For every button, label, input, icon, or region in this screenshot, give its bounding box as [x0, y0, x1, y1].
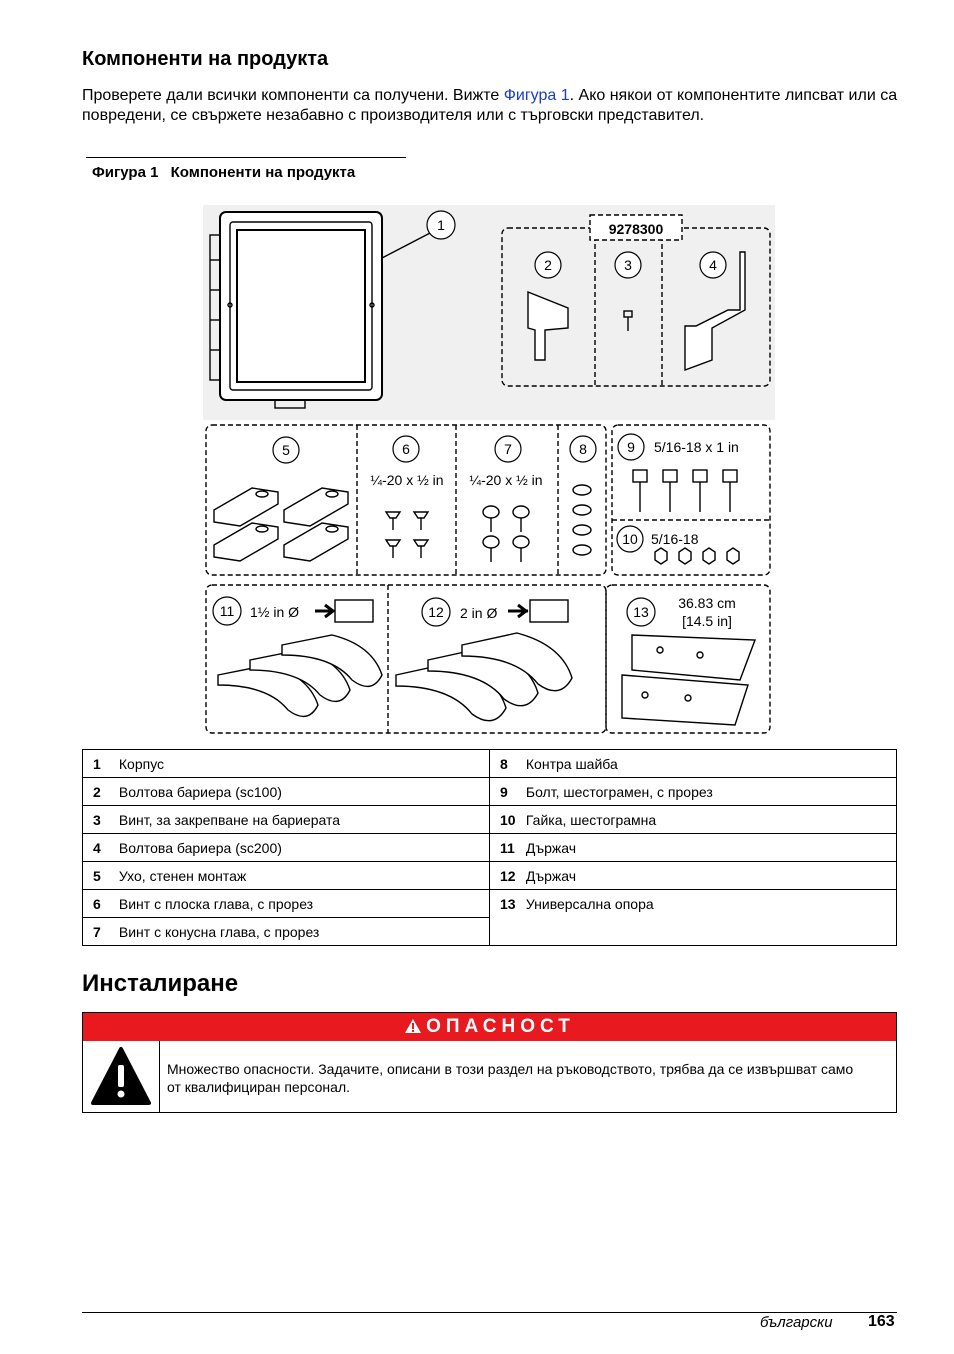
danger-notice: [82, 1012, 897, 1113]
table-cell: [83, 834, 490, 862]
danger-icon-cell: [83, 1041, 160, 1112]
size-label-11: 1½ in Ø: [250, 604, 300, 620]
callout-6: 6: [402, 441, 410, 457]
callout-12: 12: [428, 604, 444, 620]
table-cell: [83, 918, 490, 946]
table-cell: [490, 806, 897, 834]
part-name: Универсална опора: [525, 896, 654, 912]
part-number: 1: [93, 755, 101, 772]
callout-8: 8: [579, 441, 587, 457]
part-number: 12: [500, 867, 516, 884]
intro-text-after: . Ако някои от компонентите липсват или са повредени, се свържете незабавно с производителя или с търговски представител.: [82, 87, 898, 124]
part-number: 11: [500, 839, 515, 856]
table-cell: [490, 890, 897, 946]
table-row: [83, 890, 897, 918]
danger-header: [83, 1013, 896, 1041]
part-name: Волтова бариера (sc100): [118, 783, 282, 800]
part-number: 13: [500, 896, 516, 912]
figure-caption-number: Фигура 1: [92, 164, 159, 181]
callout-9: 9: [627, 439, 635, 455]
callout-1: 1: [437, 217, 445, 233]
part-name: Гайка, шестограмна: [525, 811, 657, 828]
intro-text-before: Проверете дали всички компоненти са получени. Вижте: [82, 87, 504, 104]
part-name: Корпус: [118, 755, 165, 772]
part-name: Ухо, стенен монтаж: [118, 867, 247, 884]
danger-title: ОПАСНОСТ: [426, 1016, 575, 1037]
warning-triangle-icon: [83, 1041, 159, 1112]
warning-small-icon: [404, 1018, 422, 1034]
table-cell: [490, 862, 897, 890]
size-label-13-metric: 36.83 cm: [678, 595, 736, 611]
table-cell: [83, 890, 490, 918]
callout-3: 3: [624, 257, 632, 273]
callout-5: 5: [282, 442, 290, 458]
danger-text: Множество опасности. Задачите, описани в този раздел на ръководството, трябва да се извършват само от квалифициран персонал.: [167, 1061, 854, 1095]
part-name: Държач: [525, 839, 577, 856]
page-number: 163: [868, 1313, 895, 1330]
product-components-figure: [200, 200, 775, 740]
parts-table: [82, 749, 897, 946]
part-number: 4: [93, 839, 101, 856]
table-row: [83, 862, 897, 890]
table-row: [83, 778, 897, 806]
footer-rule: [82, 1312, 897, 1313]
callout-4: 4: [709, 257, 717, 273]
part-number: 10: [500, 811, 516, 828]
table-row: [83, 834, 897, 862]
callout-10: 10: [622, 531, 638, 547]
callout-7: 7: [504, 441, 512, 457]
part-number: 5: [93, 867, 101, 884]
intro-paragraph: [82, 86, 902, 126]
part-name: Винт с конусна глава, с прорез: [118, 923, 320, 940]
part-name: Винт, за закрепване на бариерата: [118, 811, 341, 828]
size-label-10: 5/16-18: [651, 531, 699, 547]
part-name: Контра шайба: [525, 755, 618, 772]
size-label-6: ¼-20 x ½ in: [370, 472, 444, 488]
table-cell: [83, 862, 490, 890]
figure-link[interactable]: Фигура 1: [503, 87, 570, 104]
size-label-13-imperial: [14.5 in]: [682, 613, 732, 629]
table-row: [83, 806, 897, 834]
size-label-12: 2 in Ø: [460, 605, 498, 621]
part-name: Държач: [525, 867, 577, 884]
table-cell: [83, 750, 490, 778]
table-cell: [83, 778, 490, 806]
table-row: [83, 750, 897, 778]
table-cell: [83, 806, 490, 834]
figure-caption-title: Компоненти на продукта: [170, 164, 356, 181]
figure-caption: [92, 164, 355, 181]
part-number: 6: [93, 895, 101, 912]
callout-2: 2: [544, 257, 552, 273]
table-cell: [490, 750, 897, 778]
size-label-9: 5/16-18 x 1 in: [654, 439, 739, 455]
kit-number-label: 9278300: [608, 221, 664, 237]
part-number: 8: [500, 755, 508, 772]
part-number: 9: [500, 783, 508, 800]
figure-rule: [86, 157, 406, 158]
callout-11: 11: [219, 603, 235, 619]
part-name: Болт, шестограмен, с прорез: [525, 783, 713, 800]
footer-language: български: [760, 1314, 833, 1331]
section-heading-install: Инсталиране: [82, 970, 239, 997]
part-number: 2: [93, 783, 101, 800]
part-number: 7: [93, 923, 101, 940]
size-label-7: ¼-20 x ½ in: [469, 472, 543, 488]
callout-13: 13: [633, 604, 649, 620]
table-cell: [490, 778, 897, 806]
table-cell: [490, 834, 897, 862]
section-heading-components: Компоненти на продукта: [82, 48, 329, 70]
part-number: 3: [93, 811, 101, 828]
part-name: Винт с плоска глава, с прорез: [118, 895, 314, 912]
part-name: Волтова бариера (sc200): [118, 839, 282, 856]
